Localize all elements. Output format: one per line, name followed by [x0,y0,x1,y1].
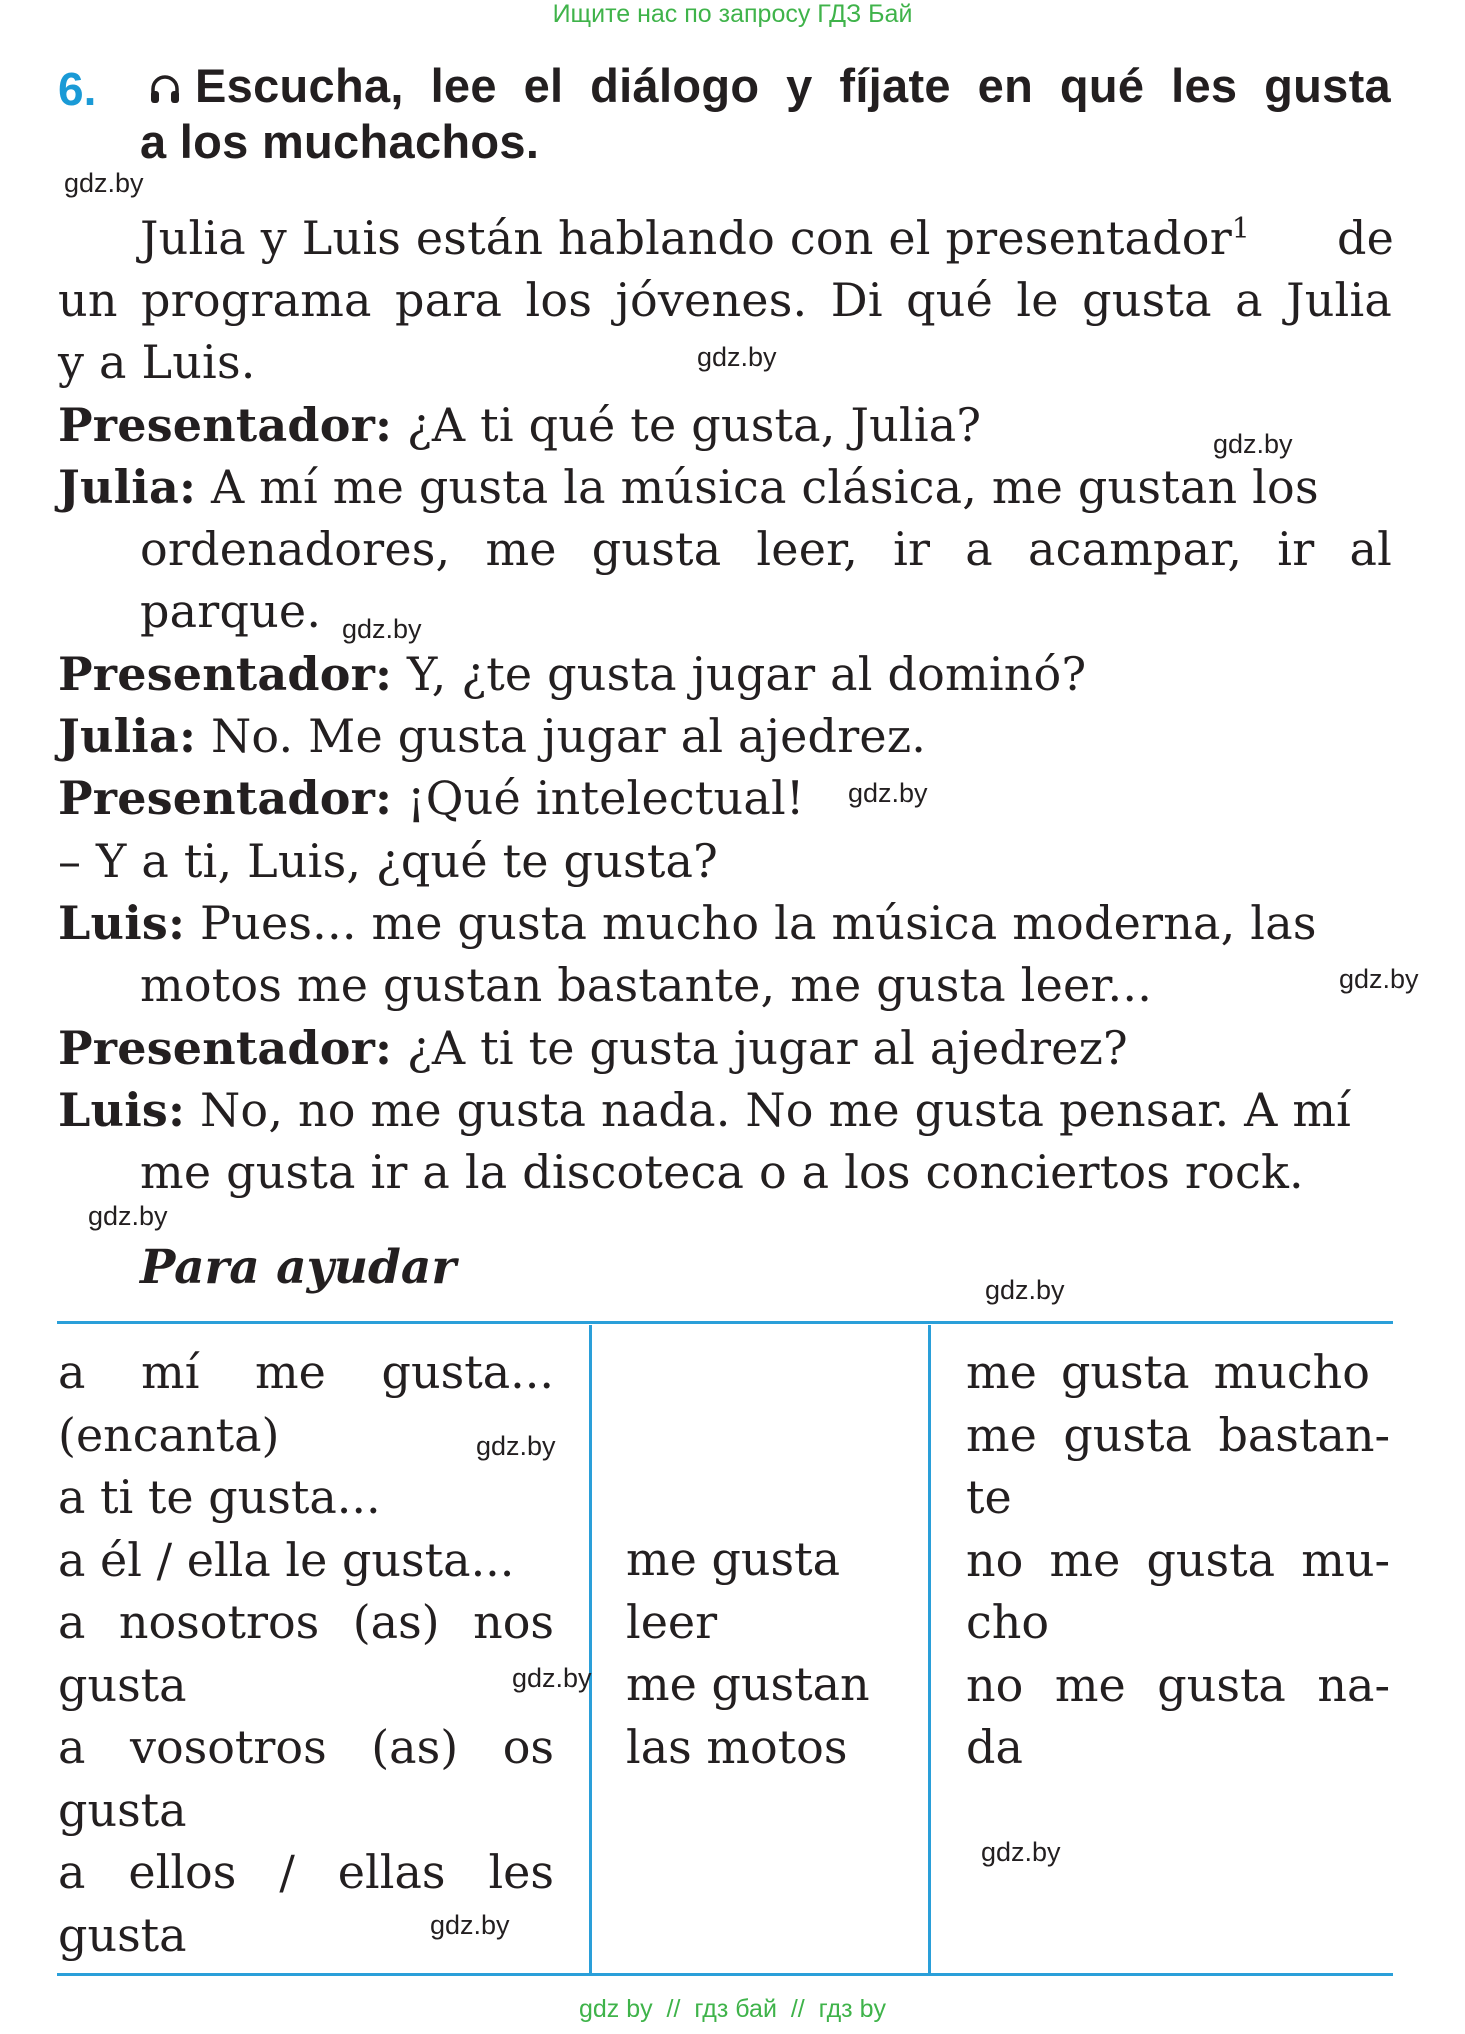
dialogue-line: me gusta ir a la discoteca o a los conciertos rock. [140,1145,1304,1199]
watermark: gdz.by [1339,964,1419,994]
watermark: gdz.by [512,1663,592,1693]
watermark: gdz.by [476,1431,556,1461]
dialogue-line: motos me gustan bastante, me gusta leer... [140,958,1153,1012]
help-column-degrees [966,1341,1391,1779]
list-item: da [966,1720,1023,1774]
exercise-title-line2: a los muchachos. [140,115,540,168]
list-item: las motos [626,1719,848,1774]
table-top-rule [57,1321,1393,1324]
list-item: no me gusta na- [966,1657,1390,1712]
list-item: gusta [58,1907,187,1962]
speaker-label: Julia: [58,709,197,763]
speaker-label: Luis: [58,1083,186,1137]
watermark: gdz.by [985,1275,1065,1305]
watermark: gdz.by [342,614,422,644]
dialogue-line: Luis: Pues... me gusta mucho la música moderna, las [58,896,1317,950]
intro-line1-end: de [1337,211,1395,265]
list-item: a ti te gusta... [58,1470,381,1524]
dialogue-line: Presentador: Y, ¿te gusta jugar al dominó? [58,647,1087,701]
intro-line1: Julia y Luis están hablando con el presentador$^1$ [140,211,1250,265]
help-column-examples [626,1528,916,1778]
list-item: me gusta mucho [966,1345,1370,1399]
dialogue-line: Presentador: ¿A ti te gusta jugar al ajedrez? [58,1021,1128,1075]
dialogue-line: ordenadores, me gusta leer, ir a acampar, ir al [140,522,1392,576]
list-item: gusta [58,1782,187,1837]
list-item: a vosotros (as) os [58,1720,554,1774]
dialogue-line: Julia: A mí me gusta la música clásica, me gustan los [58,460,1319,514]
speaker-label: Presentador: [58,647,393,701]
list-item: a ellos / ellas les [58,1845,554,1899]
list-item: gusta [58,1657,187,1712]
exercise-title-line1: Escucha, lee el diálogo y fíjate en qué les gusta [195,59,1391,112]
speaker-label: Julia: [58,460,197,514]
exercise-number: 6. [58,63,97,115]
list-item: te [966,1470,1012,1524]
speaker-label: Luis: [58,896,186,950]
dialogue-line: Presentador: ¡Qué intelectual! [58,771,805,825]
list-item: (encanta) [58,1407,280,1462]
table-bottom-rule [57,1973,1393,1976]
speaker-label: Presentador: [58,1021,393,1075]
dialogue-line: Presentador: ¿A ti qué te gusta, Julia? [58,398,982,452]
list-item: me gusta [626,1532,841,1586]
list-item: me gusta bastan- [966,1407,1390,1462]
dialogue-line: Luis: No, no me gusta nada. No me gusta pensar. A mí [58,1083,1352,1137]
list-item: a nosotros (as) nos [58,1595,554,1649]
watermark: gdz.by [430,1910,510,1940]
speaker-label: Presentador: [58,771,393,825]
help-title: Para ayudar [140,1240,457,1295]
footer: gdz by // гдз бай // гдз by [578,1995,886,2023]
top-banner: Ищите нас по запросу ГДЗ Бай [552,0,913,28]
watermark: gdz.by [1213,429,1293,459]
intro-line2: un programa para los jóvenes. Di qué le gusta a Julia [58,273,1392,327]
list-item: a mí me gusta... [58,1345,554,1399]
headphones-icon [148,72,182,106]
list-item: leer [626,1594,718,1649]
list-item: cho [966,1595,1050,1649]
watermark: gdz.by [981,1837,1061,1867]
list-item: a él / ella le gusta... [58,1532,515,1587]
watermark: gdz.by [64,168,144,198]
list-item: me gustan [626,1657,870,1711]
footnote-marker: 1 [1231,211,1250,245]
intro-line3: y a Luis. [58,335,256,389]
dialogue-line: parque. [140,584,322,638]
watermark: gdz.by [848,778,928,808]
dialogue-line: – Y a ti, Luis, ¿qué te gusta? [58,834,718,888]
dialogue-line: Julia: No. Me gusta jugar al ajedrez. [58,709,927,763]
table-column-divider [589,1325,592,1975]
list-item: no me gusta mu- [966,1532,1390,1587]
table-column-divider [928,1325,931,1975]
watermark: gdz.by [88,1201,168,1231]
speaker-label: Presentador: [58,398,393,452]
watermark: gdz.by [697,342,777,372]
